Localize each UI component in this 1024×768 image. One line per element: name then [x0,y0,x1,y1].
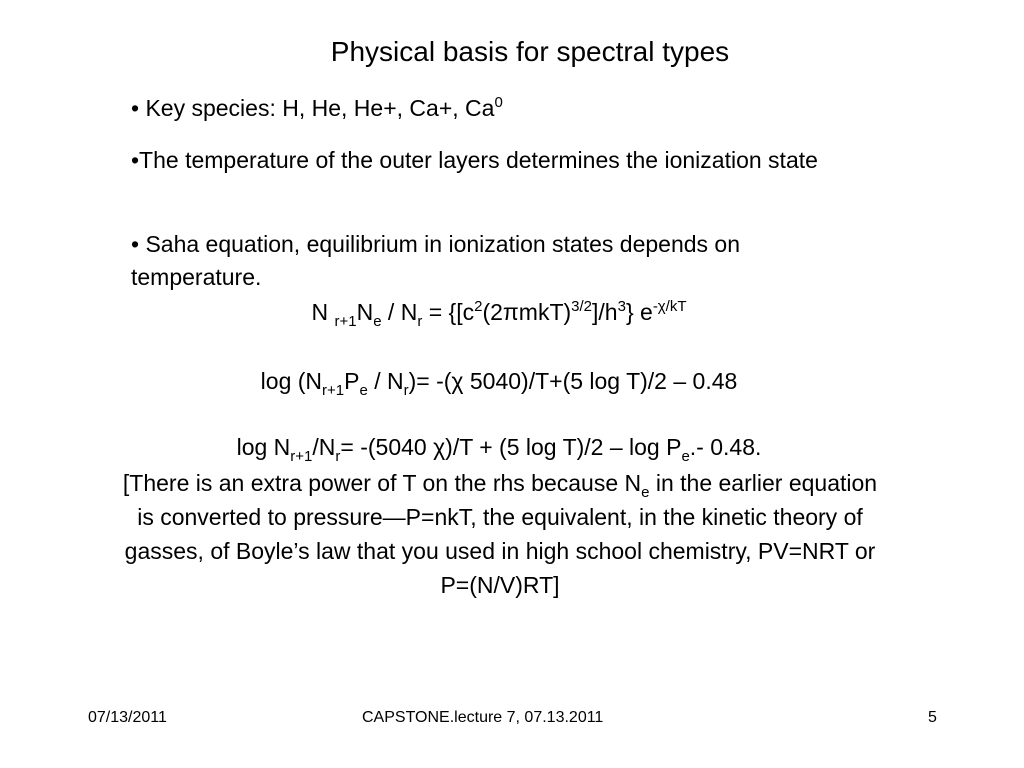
bullet-saha-equation: • Saha equation, equilibrium in ionization states depends on temperature. [131,231,741,290]
footer-page-number: 5 [928,709,937,726]
bullet-temperature: •The temperature of the outer layers determines the ionization state [131,147,818,173]
superscript: 3/2 [571,298,593,315]
superscript: -χ/kT [652,298,687,315]
eq2-part: P [344,368,360,394]
subscript: e [681,448,690,465]
superscript: 3 [617,298,626,315]
slide-title: Physical basis for spectral types [330,36,730,67]
footer-center-text: CAPSTONE.lecture 7, 07.13.2011 [362,709,604,726]
note-part: [There is an extra power of T on the rhs because N [122,470,642,496]
eq2-part: log (N [260,368,323,394]
eq3-part: /N [312,434,336,460]
eq3-part: log N [236,434,291,460]
log-saha-equation-pressure [131,365,867,398]
subscript: r [403,382,409,399]
bullet-key-species [131,92,867,125]
subscript: e [641,484,650,501]
superscript: 0 [494,94,503,111]
eq1-part: ]/h [592,299,618,325]
subscript: r+1 [334,313,357,330]
eq1-part: / N [381,299,418,325]
eq2-part: / N [367,368,404,394]
subscript: r [335,448,341,465]
subscript: r+1 [322,382,345,399]
saha-equation [131,296,867,329]
eq1-part: N [311,299,335,325]
subscript: e [373,313,382,330]
subscript: r+1 [290,448,313,465]
superscript: 2 [474,298,483,315]
eq1-part: } e [625,299,653,325]
log-ratio-equation [131,431,867,464]
subscript: e [359,382,368,399]
eq1-part: (2πmkT) [482,299,572,325]
eq3-part: = -(5040 χ)/T + (5 log T)/2 – log P [340,434,682,460]
eq1-part: N [356,299,374,325]
footer-date: 07/13/2011 [88,709,167,726]
explanatory-note [120,466,880,602]
eq1-part: = {[c [422,299,475,325]
note-part: in the earlier equation is converted to pressure—P=nkT, the equivalent, in the kinetic theory of gasses, of Boyle’s law that you used in high school chemistry, PV=NRT or P=(N/V)RT] [124,470,878,598]
subscript: r [417,313,423,330]
bullet-key-species-text: • Key species: H, He, He+, Ca+, Ca [131,95,495,121]
eq2-part: )= -(χ 5040)/T+(5 log T)/2 – 0.48 [408,368,738,394]
eq3-part: .- 0.48. [689,434,762,460]
